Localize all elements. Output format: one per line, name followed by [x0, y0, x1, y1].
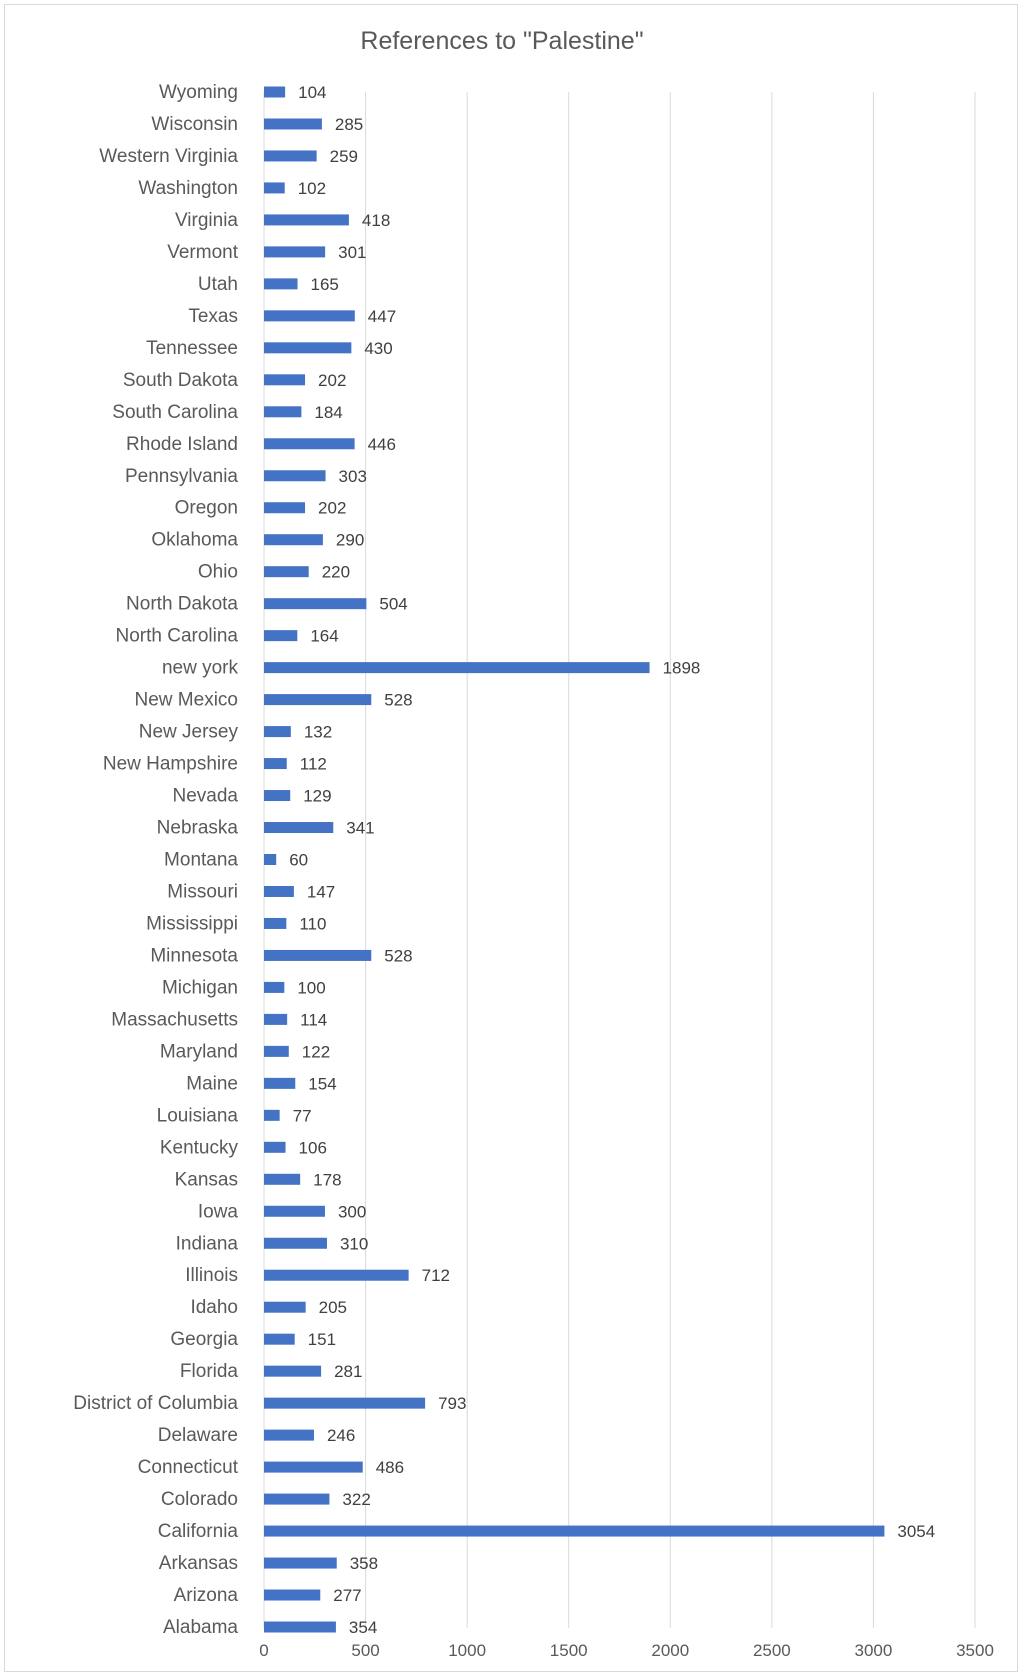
bar [264, 118, 322, 129]
category-labels [73, 82, 238, 1638]
bars [264, 87, 884, 1633]
bar [264, 1398, 425, 1409]
data-label: 712 [421, 1266, 451, 1286]
category-label: Illinois [185, 1265, 238, 1287]
data-label: 154 [308, 1074, 337, 1094]
data-label: 110 [299, 914, 327, 934]
category-label: Iowa [197, 1201, 238, 1223]
data-label: 354 [348, 1618, 378, 1637]
bar [264, 1206, 325, 1217]
category-label: new york [161, 657, 238, 679]
bar [264, 470, 326, 481]
category-label: District of Columbia [73, 1393, 238, 1415]
x-tick-label: 500 [351, 1641, 380, 1660]
data-label: 151 [307, 1330, 337, 1350]
data-label: 184 [314, 402, 343, 422]
data-label: 322 [342, 1490, 371, 1510]
data-label: 290 [335, 530, 365, 550]
category-label: Oregon [174, 497, 238, 519]
x-axis-ticks [259, 1641, 994, 1660]
x-tick-label: 1000 [448, 1641, 487, 1660]
bar [264, 1270, 409, 1281]
bar [264, 342, 351, 353]
category-label: Wisconsin [151, 113, 238, 135]
bar [264, 566, 309, 577]
data-label: 77 [292, 1106, 312, 1126]
category-label: North Carolina [115, 625, 238, 647]
category-label: Oklahoma [151, 529, 238, 551]
category-label: New Jersey [138, 721, 238, 743]
bar [264, 438, 355, 449]
data-label: 246 [326, 1426, 356, 1446]
category-label: Mississippi [146, 913, 238, 935]
data-label: 300 [337, 1202, 367, 1222]
data-label: 114 [300, 1010, 328, 1030]
bar [264, 598, 366, 609]
data-label: 106 [298, 1138, 327, 1158]
bar [264, 694, 371, 705]
bar [264, 246, 325, 257]
data-label: 129 [303, 786, 332, 806]
data-label: 165 [310, 274, 339, 294]
data-label: 310 [339, 1234, 369, 1254]
bar [264, 1462, 363, 1473]
category-label: Arkansas [158, 1553, 238, 1575]
bar [264, 1142, 286, 1153]
bar [264, 854, 276, 865]
bar [264, 1622, 336, 1633]
bar [264, 726, 291, 737]
category-label: South Carolina [112, 401, 238, 423]
data-label: 132 [303, 722, 333, 742]
bar [264, 918, 286, 929]
data-label: 220 [321, 562, 351, 582]
category-label: Idaho [190, 1297, 238, 1319]
category-label: Connecticut [137, 1457, 238, 1479]
bar [264, 374, 305, 385]
data-label: 1898 [662, 658, 701, 678]
category-label: California [157, 1521, 238, 1543]
data-label: 164 [310, 626, 339, 646]
category-label: Alabama [163, 1617, 238, 1638]
category-label: Western Virginia [99, 145, 238, 167]
data-label: 100 [297, 978, 326, 998]
bar [264, 1110, 280, 1121]
data-label: 528 [384, 690, 413, 710]
category-label: Nebraska [156, 817, 238, 839]
category-label: Rhode Island [126, 433, 238, 455]
bar [264, 662, 650, 673]
x-tick-label: 3000 [854, 1641, 893, 1660]
data-label: 202 [318, 498, 347, 518]
data-label: 447 [367, 306, 397, 326]
data-label: 446 [367, 434, 396, 454]
bar [264, 886, 294, 897]
bar [264, 214, 349, 225]
bar [264, 1590, 320, 1601]
category-label: Minnesota [150, 945, 238, 967]
data-label: 793 [438, 1394, 467, 1414]
data-label: 277 [333, 1586, 362, 1606]
data-label: 147 [306, 882, 336, 902]
bar [264, 630, 297, 641]
data-label: 202 [318, 370, 347, 390]
data-label: 504 [379, 594, 408, 614]
bar [264, 1430, 314, 1441]
data-label: 358 [349, 1554, 379, 1574]
category-label: Nevada [172, 785, 238, 807]
data-label: 122 [301, 1042, 331, 1062]
x-tick-label: 3500 [956, 1641, 994, 1660]
bar [264, 1174, 300, 1185]
bar [264, 1334, 295, 1345]
bar [264, 822, 333, 833]
category-label: Montana [164, 849, 238, 871]
category-label: Georgia [170, 1329, 238, 1351]
category-label: Utah [197, 273, 238, 295]
category-label: Maryland [159, 1041, 238, 1063]
bar [264, 1302, 306, 1313]
category-label: Massachusetts [111, 1009, 238, 1031]
bar [264, 1046, 289, 1057]
category-label: Louisiana [156, 1105, 238, 1127]
category-label: South Dakota [122, 369, 238, 391]
bar [264, 1494, 329, 1505]
data-label: 418 [361, 210, 391, 230]
data-label: 60 [289, 850, 309, 870]
bar [264, 1078, 295, 1089]
x-tick-label: 2000 [651, 1641, 690, 1660]
category-label: New Hampshire [102, 753, 238, 775]
bar [264, 758, 287, 769]
data-label: 301 [338, 242, 367, 262]
category-label: Ohio [197, 561, 238, 583]
x-tick-label: 2500 [752, 1641, 791, 1660]
bar [264, 310, 355, 321]
category-label: Pennsylvania [124, 465, 238, 487]
category-label: Delaware [157, 1425, 238, 1447]
bar [264, 982, 284, 993]
category-label: Kentucky [159, 1137, 238, 1159]
data-label: 341 [346, 818, 375, 838]
category-label: Michigan [161, 977, 238, 999]
x-tick-label: 1500 [549, 1641, 588, 1660]
category-label: Wyoming [158, 82, 238, 103]
category-label: Missouri [167, 881, 238, 903]
category-label: Tennessee [146, 337, 238, 359]
category-label: Vermont [167, 241, 238, 263]
bar [264, 1558, 337, 1569]
data-label: 3054 [897, 1522, 936, 1542]
category-label: Texas [188, 305, 238, 327]
data-label: 102 [297, 178, 327, 198]
bar [264, 182, 285, 193]
bar [264, 790, 290, 801]
bar [264, 406, 301, 417]
data-label: 281 [334, 1362, 363, 1382]
category-label: Colorado [160, 1489, 238, 1511]
bar [264, 150, 317, 161]
data-label: 259 [329, 146, 358, 166]
data-label: 303 [338, 466, 367, 486]
bar [264, 950, 371, 961]
category-label: Virginia [174, 209, 238, 231]
bar [264, 278, 298, 289]
chart-title: References to "Palestine" [360, 27, 644, 55]
bar [264, 534, 323, 545]
x-tick-label: 0 [259, 1641, 269, 1660]
bar [264, 87, 285, 98]
bar [264, 1238, 327, 1249]
data-label: 486 [375, 1458, 405, 1478]
data-label: 205 [318, 1298, 348, 1318]
category-label: North Dakota [126, 593, 238, 615]
bar [264, 1014, 287, 1025]
data-label: 430 [364, 338, 393, 358]
data-label: 178 [313, 1170, 342, 1190]
category-label: Kansas [174, 1169, 238, 1191]
data-label: 285 [334, 114, 364, 134]
category-label: Arizona [173, 1585, 238, 1607]
category-label: New Mexico [134, 689, 238, 711]
category-label: Florida [179, 1361, 238, 1383]
bar [264, 1366, 321, 1377]
bar [264, 1526, 884, 1537]
data-label: 112 [299, 754, 327, 774]
bar [264, 502, 305, 513]
category-label: Washington [138, 177, 238, 199]
category-label: Indiana [175, 1233, 238, 1255]
category-label: Maine [186, 1073, 238, 1095]
data-label: 528 [384, 946, 413, 966]
data-label: 104 [298, 83, 327, 102]
